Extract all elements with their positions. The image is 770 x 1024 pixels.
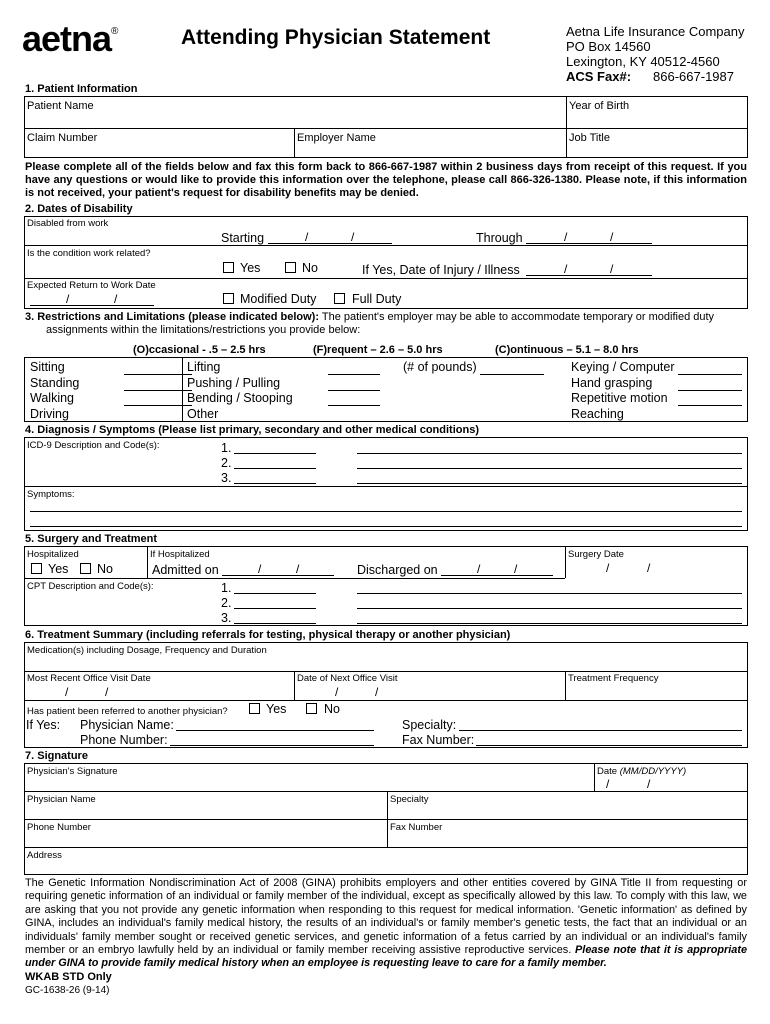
patient-info-box: [24, 96, 748, 158]
if-yes-label: If Yes:: [26, 718, 61, 732]
pounds-input[interactable]: [480, 362, 544, 375]
item-number: 3.: [221, 611, 232, 625]
icd-code-1-input[interactable]: [234, 441, 316, 454]
employer-name-field[interactable]: Employer Name: [297, 132, 376, 144]
date-format: (MM/DD/YYYY): [619, 766, 687, 777]
admitted-on-label: Admitted on: [152, 563, 219, 577]
standing-input[interactable]: [124, 378, 192, 391]
icd-description-1-input[interactable]: [357, 441, 742, 454]
discharged-on-label: Discharged on: [357, 563, 438, 577]
date-separator: /: [564, 262, 568, 276]
divider: [24, 671, 748, 672]
logo-text: aetna: [22, 18, 112, 59]
icd-code-3-input[interactable]: [234, 471, 316, 484]
cpt-label: CPT Description and Code(s):: [27, 581, 154, 592]
pushing-label: Pushing / Pulling: [187, 376, 281, 390]
starting-date-input[interactable]: [268, 231, 392, 244]
divider: [565, 671, 566, 700]
divider: [24, 791, 748, 792]
date-separator: /: [375, 685, 379, 699]
occasional-legend: (O)ccasional - .5 – 2.5 hrs: [133, 344, 266, 356]
icd-description-2-input[interactable]: [357, 456, 742, 469]
through-label: Through: [476, 231, 523, 245]
date-separator: /: [65, 685, 69, 699]
repetitive-motion-label: Repetitive motion: [571, 391, 668, 405]
fax-label: ACS Fax#:: [566, 69, 632, 84]
sitting-label: Sitting: [30, 360, 65, 374]
section-3-title: 3. Restrictions and Limitations (please indicated below):: [25, 311, 319, 323]
standing-label: Standing: [30, 376, 80, 390]
reaching-label: Reaching: [571, 407, 624, 421]
yes-label: Yes: [48, 562, 69, 576]
section-6-heading: 6. Treatment Summary (including referrals for testing, physical therapy or another physician): [25, 629, 511, 641]
expected-return-label: Expected Return to Work Date: [27, 280, 156, 291]
symptoms-line-1-input[interactable]: [30, 499, 742, 512]
divider: [24, 278, 748, 279]
bending-input[interactable]: [328, 393, 380, 406]
company-line: PO Box 14560: [566, 39, 651, 54]
physician-signature-field[interactable]: Physician's Signature: [27, 766, 118, 777]
date-of-injury-input[interactable]: [526, 263, 652, 276]
disabled-from-work-label: Disabled from work: [27, 218, 109, 229]
instructions: Please complete all of the fields below and fax this form back to 866-667-1987 within 2 business days from receipt of this request. If you have any questions or would like to provide this information over the telephone, please call 866-326-1380. Please note, if this information is not received, your patient's request for disability benefits may be denied.: [25, 161, 747, 199]
other-label: Other: [187, 407, 219, 421]
section-3-heading: [25, 311, 755, 324]
date-separator: /: [514, 562, 518, 576]
date-separator: /: [105, 685, 109, 699]
pushing-input[interactable]: [328, 378, 380, 391]
icd-label: ICD-9 Description and Code(s):: [27, 440, 160, 451]
divider: [24, 700, 748, 701]
driving-label: Driving: [30, 407, 69, 421]
physician-name-field[interactable]: Physician Name: [27, 794, 96, 805]
cpt-description-2-input[interactable]: [357, 596, 742, 609]
date-separator: /: [258, 562, 262, 576]
work-related-no-checkbox[interactable]: [285, 262, 296, 273]
referred-phone-input[interactable]: [170, 733, 374, 746]
cpt-code-2-input[interactable]: [234, 596, 316, 609]
fax-line: [566, 69, 745, 84]
fax-number: 866-667-1987: [653, 69, 734, 84]
driving-input[interactable]: [116, 409, 180, 422]
patient-name-field[interactable]: Patient Name: [27, 100, 94, 112]
item-number: 3.: [221, 471, 232, 485]
item-number: 1.: [221, 441, 232, 455]
claim-number-field[interactable]: Claim Number: [27, 132, 98, 144]
admitted-on-input[interactable]: [222, 563, 334, 576]
modified-duty-label: Modified Duty: [240, 292, 317, 306]
fax-number-field[interactable]: Fax Number: [390, 822, 443, 833]
date-separator: /: [610, 230, 614, 244]
keying-label: Keying / Computer: [571, 360, 675, 374]
signature-date-label: [597, 766, 686, 777]
date-separator: /: [114, 292, 118, 306]
cpt-code-3-input[interactable]: [234, 611, 316, 624]
date-separator: /: [351, 230, 355, 244]
hospitalized-no-checkbox[interactable]: [80, 563, 91, 574]
aetna-logo: [22, 18, 117, 60]
icd-description-3-input[interactable]: [357, 471, 742, 484]
if-hospitalized-label: If Hospitalized: [150, 549, 210, 560]
no-label: No: [324, 702, 340, 716]
divider: [294, 128, 295, 158]
date-separator: /: [610, 262, 614, 276]
section-1-heading: 1. Patient Information: [25, 83, 138, 95]
divider: [294, 671, 295, 700]
phone-number-label: Phone Number:: [80, 733, 168, 747]
divider: [24, 578, 565, 579]
no-label: No: [302, 261, 318, 275]
wkab-code: WKAB STD Only: [25, 971, 112, 983]
divider: [24, 819, 748, 820]
symptoms-line-2-input[interactable]: [30, 514, 742, 527]
referred-physician-name-input[interactable]: [176, 718, 374, 731]
date-separator: /: [606, 777, 610, 791]
hospitalized-yes-checkbox[interactable]: [31, 563, 42, 574]
date-separator: /: [305, 230, 309, 244]
company-line: Lexington, KY 40512-4560: [566, 54, 720, 69]
yes-label: Yes: [266, 702, 287, 716]
date-separator: /: [296, 562, 300, 576]
date-separator: /: [477, 562, 481, 576]
date-word: Date: [597, 766, 618, 777]
specialty-label: Specialty:: [402, 718, 457, 732]
discharged-on-input[interactable]: [441, 563, 553, 576]
pounds-label: (# of pounds): [403, 360, 477, 374]
company-line: Aetna Life Insurance Company: [566, 24, 745, 39]
continuous-legend: (C)ontinuous – 5.1 – 8.0 hrs: [495, 344, 639, 356]
lifting-label: Lifting: [187, 360, 221, 374]
divider: [24, 847, 748, 848]
walking-label: Walking: [30, 391, 74, 405]
referred-yes-checkbox[interactable]: [249, 703, 260, 714]
gina-text: The Genetic Information Nondiscrimination Act of 2008 (GINA) prohibits employers and other entities covered by GINA Title II from requesting or requiring genetic information of an individual or family member of the individual, except as specifically allowed by this law. To comply with this law, we are asking that you not provide any genetic information when responding to this request for medical information. 'Genetic information' as defined by GINA, includes an individual's family medical history, the results of an individual's or family member's genetic tests, the fact that an individual or an individuals' family member sought or received genetic services, and genetic information of a fetus carried by an individual or an individual's family member or an embryo lawfully held by an individual or family member receiving assistive reproductive services.: [25, 877, 747, 957]
divider: [565, 546, 566, 578]
repetitive-motion-input[interactable]: [678, 393, 742, 406]
specialty-field[interactable]: Specialty: [390, 794, 429, 805]
no-label: No: [97, 562, 113, 576]
year-of-birth-field[interactable]: Year of Birth: [569, 100, 630, 112]
sitting-input[interactable]: [124, 362, 192, 375]
icd-code-2-input[interactable]: [234, 456, 316, 469]
yes-label: Yes: [240, 261, 261, 275]
divider: [387, 791, 388, 847]
divider: [566, 96, 567, 158]
section-7-heading: 7. Signature: [25, 750, 88, 762]
section-5-heading: 5. Surgery and Treatment: [25, 533, 158, 545]
gina-notice: [25, 877, 747, 971]
form-title: Attending Physician Statement: [181, 26, 491, 49]
full-duty-checkbox[interactable]: [334, 293, 345, 304]
cpt-description-1-input[interactable]: [357, 581, 742, 594]
cpt-description-3-input[interactable]: [357, 611, 742, 624]
starting-label: Starting: [221, 231, 265, 245]
walking-input[interactable]: [124, 393, 192, 406]
job-title-field[interactable]: Job Title: [569, 132, 610, 144]
item-number: 2.: [221, 596, 232, 610]
form-code: GC-1638-26 (9-14): [25, 985, 110, 996]
treatment-frequency-field[interactable]: Treatment Frequency: [568, 673, 659, 684]
hospitalized-label: Hospitalized: [27, 549, 79, 560]
divider: [24, 245, 748, 246]
lifting-input[interactable]: [328, 362, 380, 375]
hand-grasping-label: Hand grasping: [571, 376, 653, 390]
recent-visit-label: Most Recent Office Visit Date: [27, 673, 151, 684]
full-duty-label: Full Duty: [352, 292, 402, 306]
cpt-code-1-input[interactable]: [234, 581, 316, 594]
divider: [24, 128, 748, 129]
date-separator: /: [647, 777, 651, 791]
referred-label: Has patient been referred to another physician?: [27, 706, 228, 717]
keying-input[interactable]: [678, 362, 742, 375]
work-related-yes-checkbox[interactable]: [223, 262, 234, 273]
divider: [594, 763, 595, 791]
date-separator: /: [335, 685, 339, 699]
reaching-input[interactable]: [678, 409, 742, 422]
next-visit-label: Date of Next Office Visit: [297, 673, 398, 684]
referred-no-checkbox[interactable]: [306, 703, 317, 714]
address-field[interactable]: Address: [27, 850, 62, 861]
section-4-heading: 4. Diagnosis / Symptoms (Please list primary, secondary and other medical conditions): [25, 424, 479, 436]
date-of-injury-label: If Yes, Date of Injury / Illness: [362, 263, 520, 277]
section-3-desc-2: assignments within the limitations/restrictions you provide below:: [46, 324, 361, 336]
gina-note: Please note that it is appropriate under GINA to provide family medical history when an employee is requesting leave to care for a family member.: [25, 944, 748, 970]
frequent-legend: (F)requent – 2.6 – 5.0 hrs: [313, 344, 443, 356]
divider: [147, 546, 148, 578]
work-related-label: Is the condition work related?: [27, 248, 151, 259]
referred-specialty-input[interactable]: [459, 718, 742, 731]
surgery-date-label: Surgery Date: [568, 549, 624, 560]
divider: [24, 486, 748, 487]
date-separator: /: [606, 561, 610, 575]
symptoms-label: Symptoms:: [27, 489, 75, 500]
phone-number-field[interactable]: Phone Number: [27, 822, 91, 833]
hand-grasping-input[interactable]: [678, 378, 742, 391]
physician-name-label: Physician Name:: [80, 718, 174, 732]
bending-label: Bending / Stooping: [187, 391, 293, 405]
date-separator: /: [66, 292, 70, 306]
other-input[interactable]: [328, 409, 380, 422]
company-address: [566, 24, 745, 84]
date-separator: /: [564, 230, 568, 244]
date-separator: /: [647, 561, 651, 575]
item-number: 2.: [221, 456, 232, 470]
expected-return-input[interactable]: [30, 293, 154, 306]
through-date-input[interactable]: [526, 231, 652, 244]
referred-fax-input[interactable]: [476, 733, 742, 746]
modified-duty-checkbox[interactable]: [223, 293, 234, 304]
section-2-heading: 2. Dates of Disability: [25, 203, 133, 215]
registered-mark: ®: [111, 26, 118, 37]
section-3-desc: The patient's employer may be able to accommodate temporary or modified duty: [319, 311, 715, 323]
item-number: 1.: [221, 581, 232, 595]
medications-field[interactable]: Medication(s) including Dosage, Frequency and Duration: [27, 645, 267, 656]
fax-number-label: Fax Number:: [402, 733, 475, 747]
